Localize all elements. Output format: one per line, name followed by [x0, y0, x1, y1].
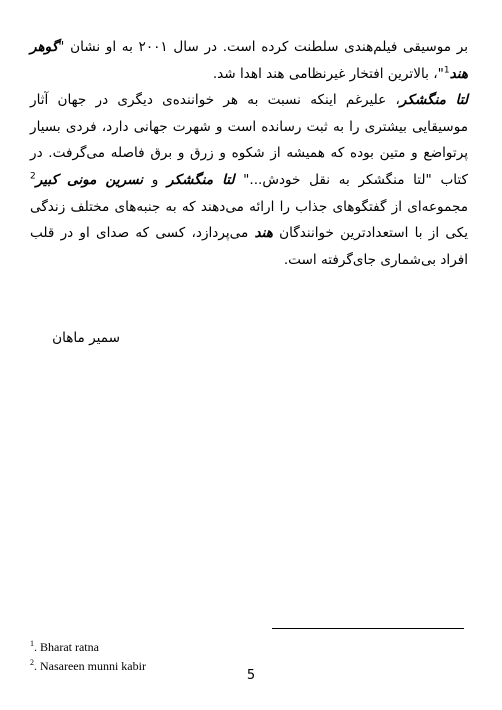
body-text [30, 34, 468, 273]
paragraph-1-text-end: "، بالاترین افتخار غیرنظامی هند اهدا شد. [212, 65, 444, 82]
signature: سمیر ماهان [52, 330, 120, 346]
footnote-text: . Nasareen munni kabir [34, 659, 146, 673]
paragraph-2-conjunction: و [143, 171, 167, 188]
paragraph-2-text: ، علیرغم اینکه نسبت به هر خواننده‌ی دیگری در جهان آثار موسیقایی بیشتری را به ثبت رسانده است و شهرت جهانی دارد، فردی بسیار پرتواضع و متین بوده که همیشه از شکوه و زرق و برق فاصله می‌گرفت. در کتاب "لتا منگشکر به نقل خودش..." [30, 92, 468, 188]
paragraph-2 [30, 87, 468, 273]
paragraph-1 [30, 34, 468, 87]
page-number: 5 [246, 668, 256, 683]
person-name: نسرین مونی کبیر [35, 171, 144, 188]
footnote-text: . Bharat ratna [34, 640, 99, 654]
footnote-number: 1 [30, 639, 34, 648]
footnote-item [30, 636, 146, 655]
footnote-marker-2: 2 [30, 171, 36, 182]
award-name: گوهر هند [30, 39, 468, 82]
paragraph-2-text-end: می‌پردازد، کسی که صدای او در قلب افراد بی‌شماری جای‌گرفته است. [30, 225, 468, 268]
footnote-separator [272, 628, 464, 629]
footnote-number: 2 [30, 658, 34, 667]
paragraph-2-text-continued: مجموعه‌ای از گفتگوهای جذاب را ارائه می‌دهند که به جنبه‌های مختلف زندگی یکی از با استعدادترین خوانندگان [30, 198, 468, 242]
paragraph-1-text: بر موسیقی فیلم‌هندی سلطنت کرده است. در سال ۲۰۰۱ به او نشان " [58, 39, 468, 55]
person-name: لتا منگشکر [166, 171, 235, 188]
country-name: هند [254, 225, 273, 242]
footnote-marker-1: 1 [443, 65, 450, 76]
person-name: لتا منگشکر [399, 92, 468, 109]
